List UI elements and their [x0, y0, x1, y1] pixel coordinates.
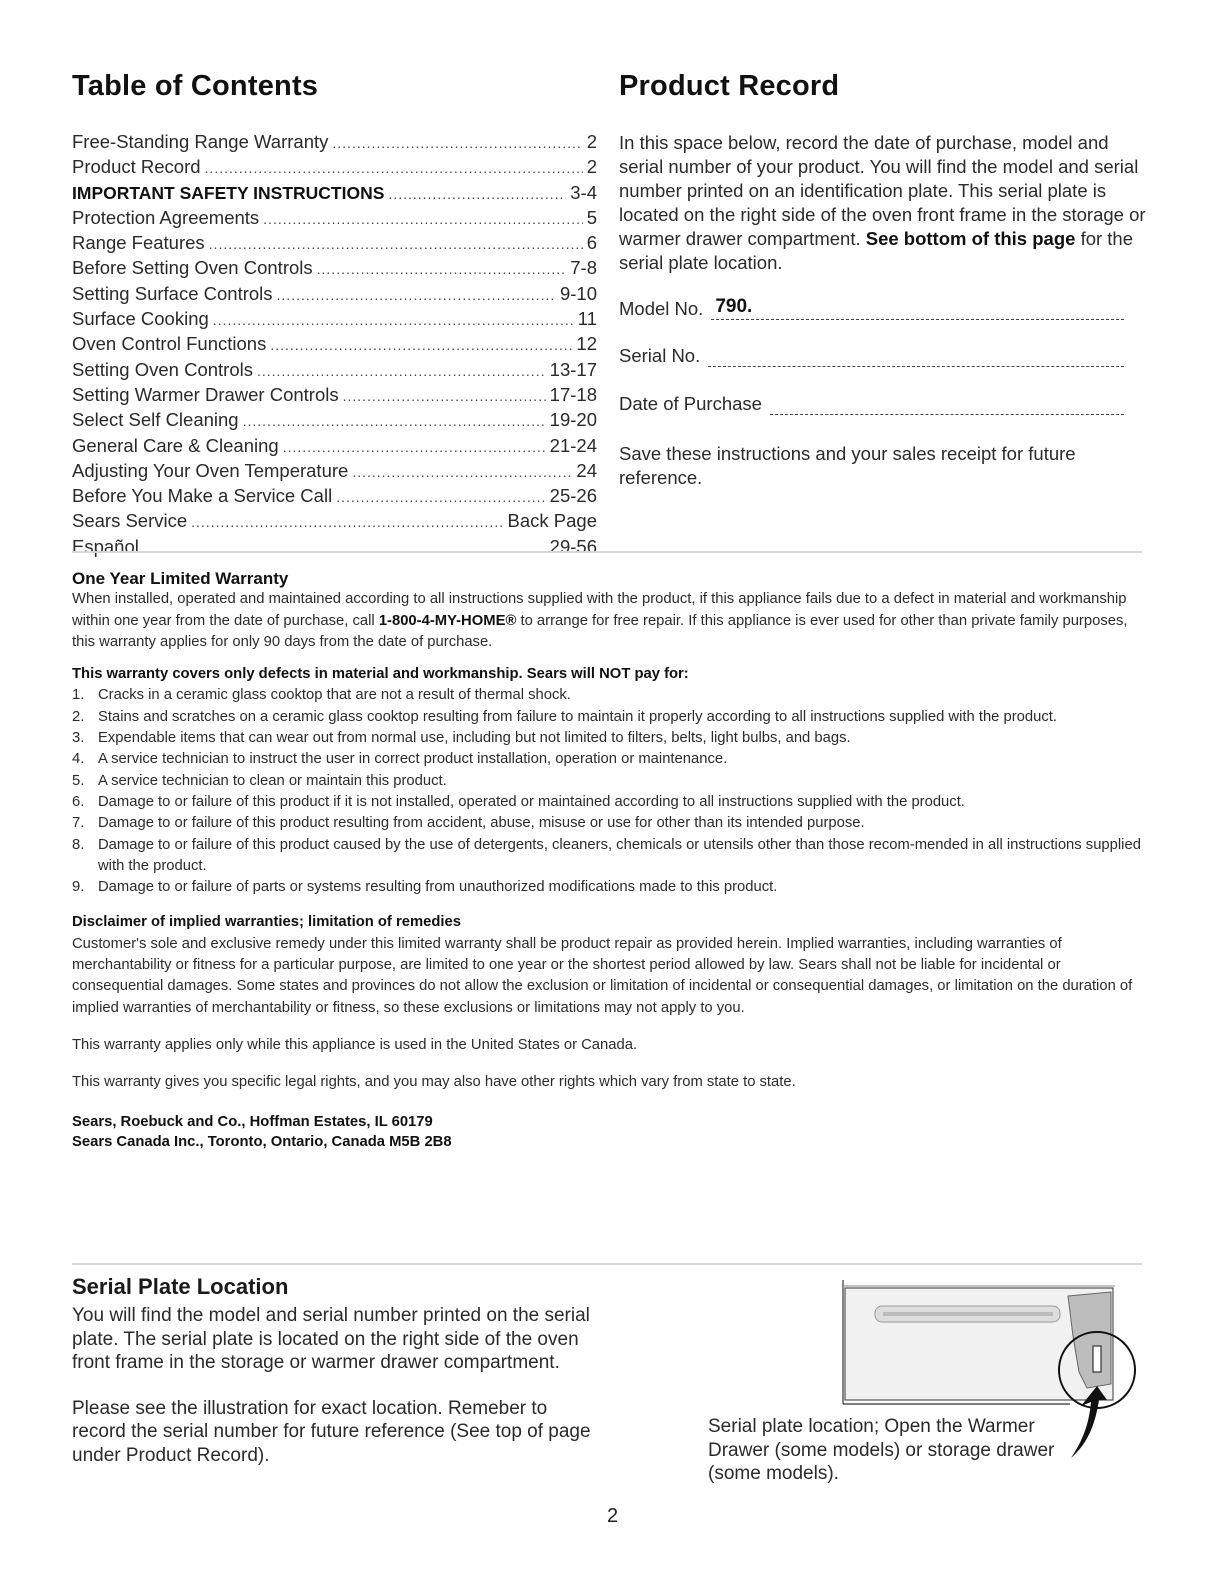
disclaimer-text: Customer's sole and exclusive remedy under this limited warranty shall be product repair as provided herein. Implied warranties, including warranties of merchantability or fitness for a particular purpose, are limited to one year or the shortest period allowed by law. Sears shall not be liable for incidental or consequential damages. Some states and provinces do not allow the exclusion or limitation of incidental or consequential damages, or limitation on the duration of implied warranties of merchantability or fitness, so these exclusions or limitations may not apply to you.: [72, 935, 1133, 1016]
exclusion-item: [72, 707, 1147, 728]
model-number-field[interactable]: [619, 298, 1124, 320]
warranty-phone: 1-800-4-MY-HOME®: [378, 612, 517, 629]
us-canada-note: This warranty applies only while this appliance is used in the United States or Canada.: [72, 1036, 638, 1053]
warranty-intro: [72, 589, 1147, 653]
warranty-intro-a: When installed, operated and maintained according to all instructions supplied with the product, if this appliance fails due to a defect in material and workmanship within one year from the date of purchase, call: [72, 591, 1127, 629]
exclusion-item: [72, 728, 1147, 749]
toc-entry-label: Before You Make a Service Call: [72, 485, 333, 507]
toc-entry-page: Back Page: [507, 510, 597, 532]
exclusion-item: [72, 771, 1147, 792]
toc-entry[interactable]: [72, 181, 597, 206]
toc-entry-page: 13-17: [549, 358, 597, 380]
toc-entry-label: Range Features: [72, 232, 205, 254]
toc-entry-page: 12: [576, 333, 597, 355]
exclusion-item: [72, 835, 1147, 878]
toc-entry-label: Before Setting Oven Controls: [72, 257, 313, 279]
exclusion-number: 3.: [72, 730, 85, 747]
product-record-intro: [619, 131, 1149, 275]
toc-entry[interactable]: [72, 383, 597, 408]
toc-leader-dots: [332, 132, 582, 155]
toc-leader-dots: [191, 511, 503, 534]
toc-entry-label: Protection Agreements: [72, 206, 260, 228]
exclusions-list: [72, 685, 1147, 898]
page-number: 2: [606, 1505, 619, 1527]
toc-entry-page: 29-56: [549, 535, 597, 557]
toc-entry[interactable]: [72, 535, 597, 560]
exclusion-item: [72, 685, 1147, 706]
exclusion-text: A service technician to clean or maintain this product.: [98, 772, 447, 789]
toc-entry-label: Product Record: [72, 156, 201, 178]
serial-number-field[interactable]: [619, 345, 1124, 367]
toc-leader-dots: [213, 309, 574, 332]
toc-entry[interactable]: [72, 206, 597, 231]
address-us: Sears, Roebuck and Co., Hoffman Estates, IL 60179: [72, 1113, 433, 1130]
toc-title: Table of Contents: [72, 70, 319, 102]
toc-leader-dots: [317, 258, 567, 281]
toc-entry-page: 19-20: [549, 409, 597, 431]
exclusion-number: 6.: [72, 793, 85, 810]
serial-number-label: Serial No.: [619, 345, 701, 366]
serial-number-line[interactable]: [708, 346, 1124, 367]
toc-entry[interactable]: [72, 484, 597, 509]
exclusion-text: Damage to or failure of this product resulting from accident, abuse, misuse or use for other than its intended purpose.: [98, 815, 865, 832]
save-note: Save these instructions and your sales receipt for future reference.: [619, 443, 1076, 488]
date-of-purchase-line[interactable]: [770, 394, 1124, 415]
exclusion-text: Expendable items that can wear out from normal use, including but not limited to filters, belts, light bulbs, and bags.: [98, 730, 851, 747]
exclusion-number: 1.: [72, 687, 85, 704]
toc-entry[interactable]: [72, 155, 597, 180]
toc-leader-dots: [209, 233, 583, 256]
toc-leader-dots: [270, 334, 572, 357]
legal-rights-note: This warranty gives you specific legal rights, and you may also have other rights which vary from state to state.: [72, 1074, 796, 1091]
serial-plate-caption: Serial plate location; Open the Warmer Drawer (some models) or storage drawer (some models).: [708, 1416, 1055, 1484]
address-canada: Sears Canada Inc., Toronto, Ontario, Canada M5B 2B8: [72, 1133, 452, 1150]
exclusion-number: 7.: [72, 815, 85, 832]
serial-plate-para2: Please see the illustration for exact location. Remeber to record the serial number for future reference (See top of page under Product Record).: [72, 1397, 591, 1466]
product-record-intro-bold: See bottom of this page: [865, 228, 1076, 249]
toc-entry[interactable]: [72, 434, 597, 459]
toc-entry[interactable]: [72, 332, 597, 357]
exclusion-item: [72, 877, 1147, 898]
toc-leader-dots: [277, 284, 556, 307]
toc-entry-page: 2: [586, 131, 597, 152]
toc-leader-dots: [243, 410, 546, 433]
serial-plate-body: [72, 1304, 592, 1467]
toc-leader-dots: [336, 486, 545, 509]
product-record-title: Product Record: [619, 70, 840, 102]
toc-leader-dots: [283, 436, 546, 459]
toc-entry-label: General Care & Cleaning: [72, 434, 279, 456]
toc-list: [72, 130, 597, 560]
divider-bottom: [72, 1263, 1142, 1265]
toc-entry-page: 17-18: [549, 383, 597, 405]
model-number-line[interactable]: [711, 296, 1124, 320]
exclusion-number: 2.: [72, 708, 85, 725]
exclusion-number: 9.: [72, 879, 85, 896]
toc-entry-page: 7-8: [570, 257, 597, 279]
toc-entry[interactable]: [72, 408, 597, 433]
exclusion-text: Damage to or failure of parts or systems resulting from unauthorized modifications made to this product.: [98, 879, 778, 896]
exclusion-text: A service technician to instruct the user in correct product installation, operation or maintenance.: [98, 751, 728, 768]
exclusion-text: Damage to or failure of this product if it is not installed, operated or maintained according to all instructions supplied with the product.: [98, 793, 965, 810]
toc-entry[interactable]: [72, 307, 597, 332]
toc-entry-page: 6: [586, 232, 597, 254]
toc-entry-label: Español: [72, 535, 139, 557]
exclusion-text: Stains and scratches on a ceramic glass cooktop resulting from failure to maintain it properly according to all instructions supplied with the product.: [98, 708, 1057, 725]
toc-entry-label: Sears Service: [72, 510, 188, 532]
toc-entry-page: 25-26: [549, 485, 597, 507]
toc-entry[interactable]: [72, 282, 597, 307]
toc-entry[interactable]: [72, 231, 597, 256]
toc-leader-dots: [343, 385, 546, 408]
toc-entry-page: 3-4: [570, 181, 597, 203]
toc-leader-dots: [352, 461, 572, 484]
serial-plate-para1: You will find the model and serial number printed on the serial plate. The serial plate is located on the right side of the oven front frame in the storage or warmer drawer compartment.: [72, 1305, 590, 1373]
toc-entry-page: 9-10: [559, 282, 597, 304]
exclusion-item: [72, 749, 1147, 770]
toc-leader-dots: [263, 208, 583, 231]
toc-entry-page: 24: [576, 459, 597, 481]
toc-entry-page: 21-24: [549, 434, 597, 456]
date-of-purchase-label: Date of Purchase: [619, 393, 762, 414]
model-number-label: Model No.: [619, 298, 704, 319]
toc-entry-label: IMPORTANT SAFETY INSTRUCTIONS: [72, 182, 385, 203]
exclusion-item: [72, 813, 1147, 834]
toc-entry[interactable]: [72, 459, 597, 484]
toc-entry-page: 2: [586, 156, 597, 178]
toc-entry[interactable]: [72, 358, 597, 383]
exclusion-number: 5.: [72, 772, 85, 789]
toc-leader-dots: [143, 537, 546, 560]
toc-entry-label: Setting Surface Controls: [72, 282, 273, 304]
toc-entry-label: Select Self Cleaning: [72, 409, 239, 431]
product-record-intro-tail: for the serial plate location.: [619, 228, 1134, 273]
toc-entry-label: Adjusting Your Oven Temperature: [72, 459, 349, 481]
exclusion-text: Cracks in a ceramic glass cooktop that are not a result of thermal shock.: [98, 687, 571, 704]
date-of-purchase-field[interactable]: [619, 393, 1124, 415]
warranty-section: [72, 568, 1147, 1152]
toc-leader-dots: [257, 360, 546, 383]
toc-entry-page: 11: [577, 308, 597, 330]
toc-entry-page: 5: [586, 206, 597, 228]
exclusion-number: 4.: [72, 751, 85, 768]
covers-heading: This warranty covers only defects in material and workmanship. Sears will NOT pay for:: [72, 666, 689, 683]
toc-entry-label: Setting Oven Controls: [72, 358, 253, 380]
warranty-title: One Year Limited Warranty: [72, 569, 289, 588]
exclusion-item: [72, 792, 1147, 813]
toc-entry-label: Setting Warmer Drawer Controls: [72, 383, 339, 405]
toc-leader-dots: [388, 183, 566, 206]
serial-plate-title: Serial Plate Location: [72, 1274, 289, 1299]
toc-entry-label: Oven Control Functions: [72, 333, 267, 355]
disclaimer-heading: Disclaimer of implied warranties; limitation of remedies: [72, 914, 461, 931]
toc-entry[interactable]: [72, 509, 597, 534]
toc-entry[interactable]: [72, 256, 597, 281]
toc-entry-label: Surface Cooking: [72, 308, 209, 330]
model-number-value: 790.: [715, 296, 753, 317]
warranty-intro-b: to arrange for free repair. If this appliance is ever used for other than private family purposes, this warranty applies for only 90 days from the date of purchase.: [72, 612, 1128, 650]
divider-top: [72, 551, 1142, 553]
exclusion-number: 8.: [72, 836, 85, 853]
toc-entry[interactable]: [72, 130, 597, 155]
exclusion-text: Damage to or failure of this product caused by the use of detergents, cleaners, chemicals or utensils other than those recom-mended in all instructions supplied with the product.: [98, 836, 1141, 874]
toc-entry-label: Free-Standing Range Warranty: [72, 131, 329, 152]
product-record-intro-text: In this space below, record the date of purchase, model and serial number of your product. You will find the model and serial number printed on an identification plate. This serial plate is located on the right side of the oven front frame in the storage or warmer drawer compartment.: [619, 132, 1146, 249]
toc-leader-dots: [205, 157, 583, 180]
